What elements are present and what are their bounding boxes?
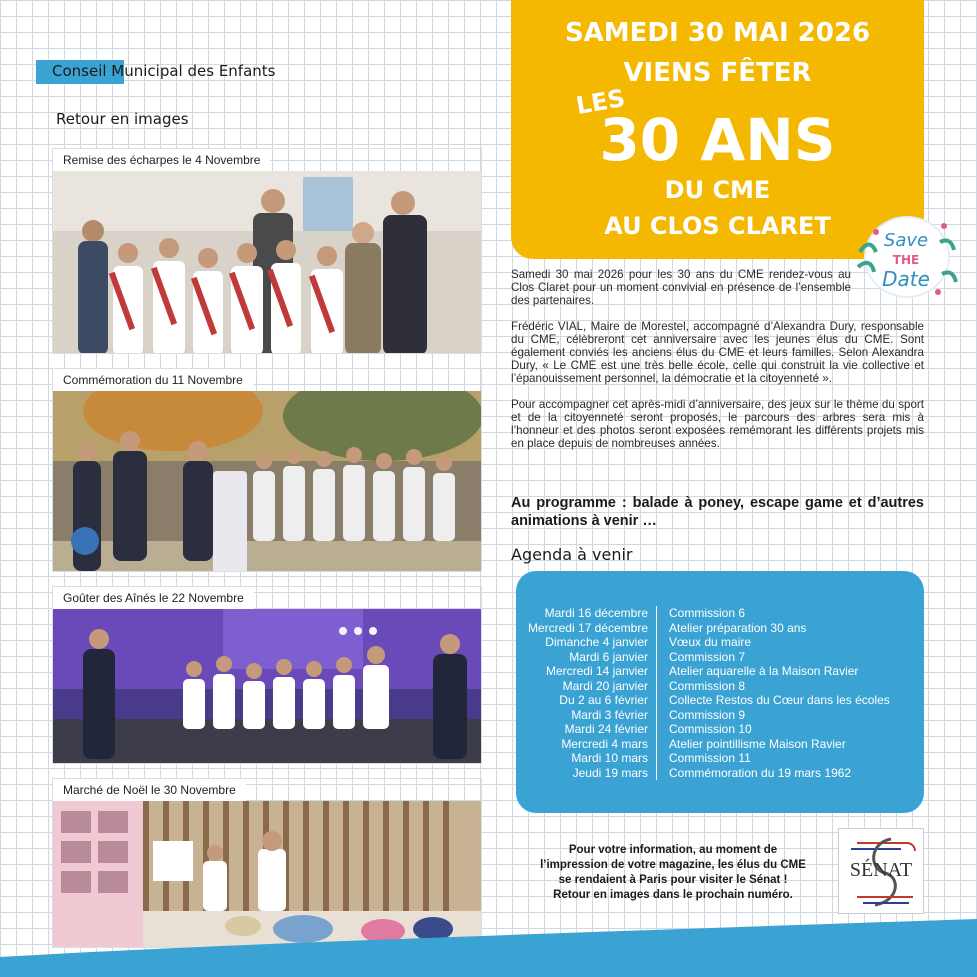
banner-les: LES [573, 83, 628, 121]
agenda-item [516, 664, 924, 679]
banner-cme: DU CME [664, 176, 771, 204]
section-tag-label: Conseil Municipal des Enfants [52, 62, 276, 80]
agenda-item [516, 708, 924, 723]
agenda-date: Jeudi 19 mars [516, 766, 657, 781]
agenda-event: Commission 7 [669, 649, 746, 664]
senat-info-line: Pour votre information, au moment de [568, 844, 778, 856]
agenda-date: Dimanche 4 janvier [516, 635, 657, 650]
agenda-event: Commission 11 [669, 751, 751, 765]
agenda-date: Mardi 24 février [516, 722, 657, 737]
agenda-date: Du 2 au 6 février [516, 693, 657, 708]
banner-invite: VIENS FÊTER [623, 58, 812, 88]
agenda-item [516, 722, 924, 737]
banner-anniversary: 30 ANS [599, 106, 836, 174]
agenda-event: Atelier aquarelle à la Maison Ravier [669, 664, 859, 678]
agenda-event: Atelier pointillisme Maison Ravier [669, 736, 846, 751]
agenda-item [516, 621, 924, 636]
agenda-date: Mardi 3 février [516, 708, 657, 723]
agenda-event: Commission 6 [669, 606, 746, 620]
footer-wave [0, 915, 977, 977]
agenda-date: Mercredi 14 janvier [516, 664, 657, 679]
the-label: THE [892, 253, 920, 267]
section-tag [36, 60, 283, 84]
photo-caption: Goûter des Aînés le 22 Novembre [53, 587, 254, 609]
agenda-item [516, 766, 924, 781]
article-paragraph: Frédéric VIAL, Maire de Morestel, accompagné d’Alexandra Dury, responsable du CME, célèbreront cet anniversaire avec les jeunes élus du CME. Sont également conviés les anciens élus du CME et leurs familles. Selon Alexandra Dury, « Le CME est une très belle école, celle qui construit la vie collective et l’épanouissement personnel, la démocratie et la citoyenneté ». [511, 320, 924, 385]
agenda-title: Agenda à venir [511, 545, 633, 564]
senat-info-line: l’impression de votre magazine, les élus du CME [540, 859, 806, 871]
article-body [511, 268, 924, 463]
senat-logo [838, 828, 924, 914]
photo-commemoration-image [53, 391, 482, 572]
senat-info-line: se rendaient à Paris pour visiter le Sénat ! [558, 874, 788, 886]
agenda-date: Mardi 20 janvier [516, 679, 657, 694]
program-highlight: Au programme : balade à poney, escape game et d’autres animations à venir … [511, 495, 924, 529]
agenda-date: Mardi 10 mars [516, 751, 657, 766]
agenda-date: Mercredi 4 mars [516, 737, 657, 752]
section-title: Retour en images [56, 110, 189, 128]
agenda-event: Commission 8 [669, 678, 746, 693]
agenda-item [516, 650, 924, 665]
photo-caption: Marché de Noël le 30 Novembre [53, 779, 246, 801]
agenda-item [516, 693, 924, 708]
photo-gouter [52, 586, 482, 764]
agenda-event: Vœux du maire [669, 635, 752, 649]
photo-echarpes [52, 148, 482, 354]
agenda-item [516, 606, 924, 621]
senat-info-line: Retour en images dans le prochain numéro. [553, 889, 793, 901]
agenda-event: Collecte Restos du Cœur dans les écoles [669, 693, 890, 707]
photo-gouter-image [53, 609, 482, 764]
senat-info [514, 843, 832, 903]
agenda-event: Commission 9 [669, 707, 746, 722]
agenda-date: Mercredi 17 décembre [516, 621, 657, 636]
banner-date: SAMEDI 30 MAI 2026 [564, 18, 871, 48]
photo-caption: Remise des écharpes le 4 Novembre [53, 149, 270, 171]
photo-caption: Commémoration du 11 Novembre [53, 369, 253, 391]
agenda-list [516, 606, 924, 780]
save-label: Save [883, 230, 929, 251]
banner-location: AU CLOS CLARET [604, 212, 831, 240]
agenda-event: Commission 10 [669, 722, 752, 736]
agenda-date: Mardi 6 janvier [516, 650, 657, 665]
agenda-date: Mardi 16 décembre [516, 606, 657, 621]
agenda-item [516, 751, 924, 766]
article-paragraph: Samedi 30 mai 2026 pour les 30 ans du CME rendez-vous au Clos Claret pour un moment convivial en présence de l’ensemble des partenaires. [511, 268, 851, 307]
photo-echarpes-image [53, 171, 482, 354]
agenda-item [516, 635, 924, 650]
agenda-event: Commémoration du 19 mars 1962 [669, 765, 852, 780]
agenda-box [516, 571, 924, 813]
senat-logo-text: SÉNAT [849, 859, 913, 881]
photo-commemoration [52, 368, 482, 572]
agenda-item [516, 737, 924, 752]
article-paragraph: Pour accompagner cet après-midi d’anniversaire, des jeux sur le thème du sport et de la citoyenneté seront proposés, le parcours des arbres sera mis à l’honneur et des photos seront exposées remémorant les différents projets mis en place depuis de nombreuses années. [511, 398, 924, 450]
date-label: Date [882, 267, 930, 291]
agenda-item [516, 679, 924, 694]
agenda-event: Atelier préparation 30 ans [669, 620, 807, 635]
